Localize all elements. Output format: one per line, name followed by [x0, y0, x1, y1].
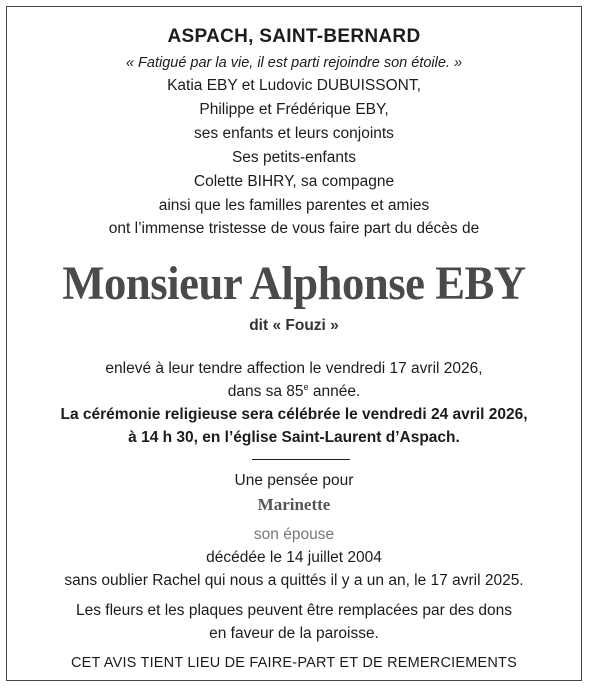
epigraph-quote: « Fatigué par la vie, il est parti rejoindre son étoile. »: [125, 55, 463, 71]
memorial-intro: Une pensée pour: [234, 472, 354, 489]
family-line: ont l’immense tristesse de vous faire part du décès de: [108, 220, 480, 237]
age-line: [7, 382, 581, 402]
family-line: Katia EBY et Ludovic DUBUISSONT,: [167, 77, 421, 94]
age-superscript: e: [303, 382, 309, 392]
wife-name: Marinette: [257, 495, 331, 514]
age-prefix: dans sa 85: [227, 383, 304, 400]
ceremony-line: La cérémonie religieuse sera célébrée le vendredi 24 avril 2026,: [60, 406, 528, 423]
location-heading: ASPACH, SAINT-BERNARD: [167, 26, 421, 47]
family-line: Philippe et Frédérique EBY,: [199, 101, 389, 118]
family-line: Colette BIHRY, sa compagne: [193, 173, 395, 190]
wife-death-date: décédée le 14 juillet 2004: [206, 549, 382, 566]
closing-statement: CET AVIS TIENT LIEU DE FAIRE-PART ET DE REMERCIEMENTS: [71, 655, 517, 671]
death-date-line: enlevé à leur tendre affection le vendredi 17 avril 2026,: [105, 360, 483, 377]
wife-relation: son épouse: [253, 526, 335, 543]
flowers-note: Les fleurs et les plaques peuvent être remplacées par des dons: [76, 602, 512, 619]
section-divider: [252, 459, 350, 460]
age-suffix: année.: [308, 383, 361, 400]
ceremony-line: à 14 h 30, en l’église Saint-Laurent d’Aspach.: [128, 429, 460, 446]
deceased-nickname: dit « Fouzi »: [249, 317, 339, 334]
deceased-name: Monsieur Alphonse EBY: [62, 257, 526, 310]
family-line: ses enfants et leurs conjoints: [194, 125, 394, 142]
family-line: ainsi que les familles parentes et amies: [158, 197, 430, 214]
family-line: Ses petits-enfants: [231, 149, 357, 166]
obituary-notice: [6, 6, 582, 681]
flowers-note: en faveur de la paroisse.: [209, 625, 379, 642]
rachel-remembrance: sans oublier Rachel qui nous a quittés il y a un an, le 17 avril 2025.: [64, 572, 524, 589]
